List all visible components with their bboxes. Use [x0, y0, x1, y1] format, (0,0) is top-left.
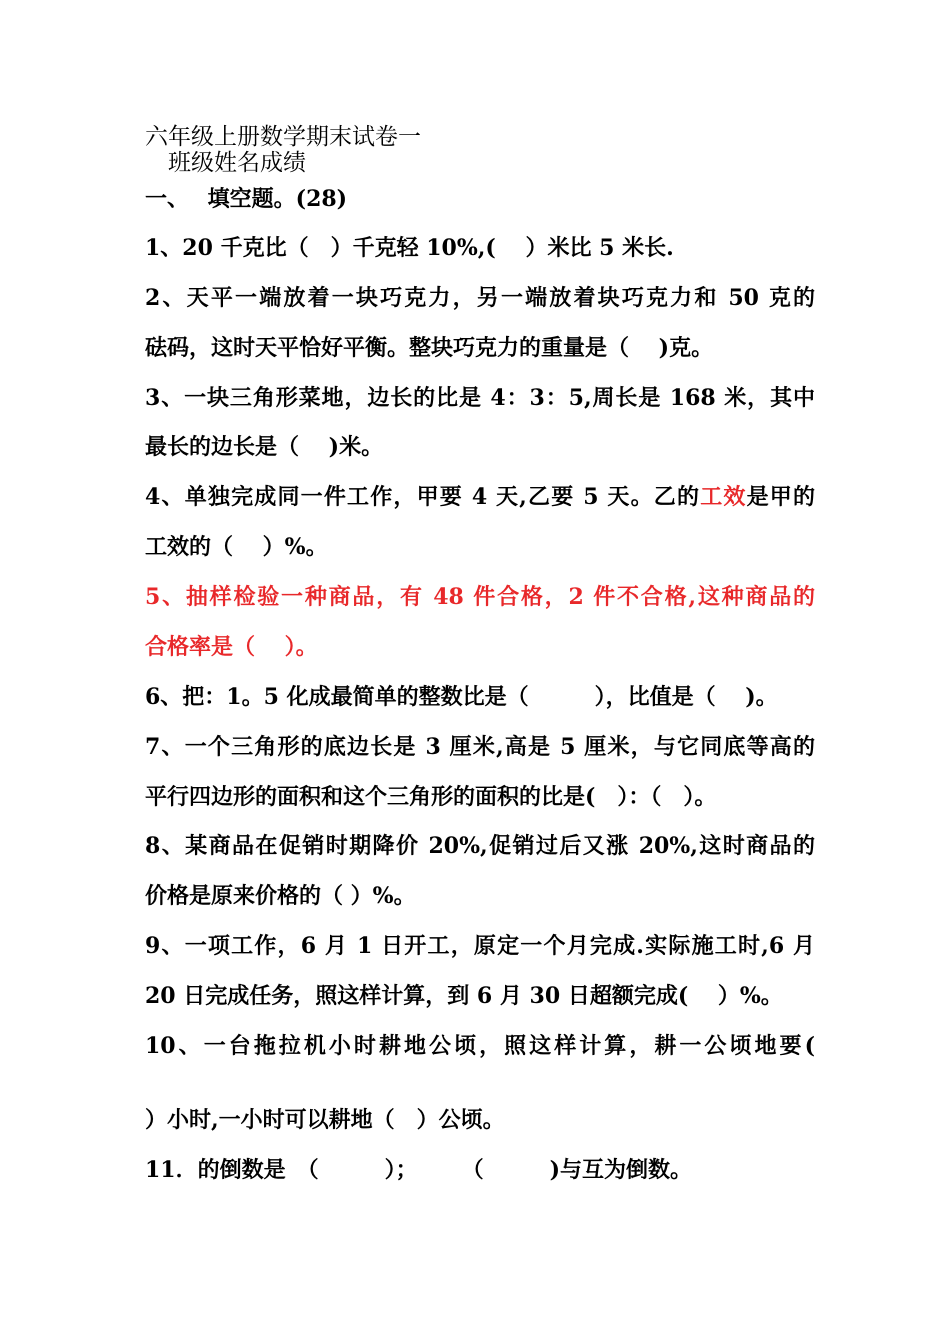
question-4-text: 4、单独完成同一件工作，甲要 4 天,乙要 5 天。乙的: [145, 484, 701, 510]
question-10-line-1: 10、一台拖拉机小时耕地公顷，照这样计算，耕一公顷地要(: [145, 1033, 815, 1059]
question-5-line-1: 5、抽样检验一种商品，有 48 件合格，2 件不合格,这种商品的: [145, 584, 815, 610]
question-11: 11．的倒数是 （ ）； （ )与互为倒数。: [145, 1157, 693, 1183]
question-10-line-2: ）小时,一小时可以耕地（ ）公顷。: [145, 1107, 505, 1133]
question-9-line-2: 20 日完成任务，照这样计算，到 6 月 30 日超额完成( ）%。: [145, 983, 783, 1009]
question-8-line-2: 价格是原来价格的（ ）%。: [145, 883, 416, 909]
question-7-line-2: 平行四边形的面积和这个三角形的面积的比是( ）：（ ）。: [145, 784, 717, 810]
question-8-line-1: 8、某商品在促销时期降价 20%,促销过后又涨 20%,这时商品的: [145, 833, 815, 859]
question-3-line-1: 3、一块三角形菜地，边长的比是 4：3：5,周长是 168 米，其中: [145, 385, 815, 411]
highlight-word: 工效: [700, 484, 747, 510]
question-7-line-1: 7、一个三角形的底边长是 3 厘米,高是 5 厘米，与它同底等高的: [145, 734, 815, 760]
question-4-text-end: 是甲的: [746, 484, 815, 510]
question-4-line-1: [145, 483, 815, 511]
question-2-line-1: 2、天平一端放着一块巧克力，另一端放着块巧克力和 50 克的: [145, 285, 815, 311]
exam-title: 六年级上册数学期末试卷一: [145, 124, 421, 150]
question-1: 1、20 千克比（ ）千克轻 10%,( ）米比 5 米长.: [145, 235, 674, 261]
question-6: 6、把：1。5 化成最简单的整数比是（ ），比值是（ )。: [145, 684, 778, 710]
question-3-line-2: 最长的边长是（ )米。: [145, 434, 384, 460]
question-2-line-2: 砝码，这时天平恰好平衡。整块巧克力的重量是（ )克。: [145, 335, 714, 361]
question-5-line-2: 合格率是（ ）。: [145, 634, 318, 660]
question-9-line-1: 9、一项工作，6 月 1 日开工，原定一个月完成.实际施工时,6 月: [145, 933, 815, 959]
section-heading: 一、 填空题。(28): [145, 186, 348, 212]
student-info-line: 班级姓名成绩: [168, 150, 306, 176]
question-4-line-2: 工效的（ ）%。: [145, 534, 328, 560]
